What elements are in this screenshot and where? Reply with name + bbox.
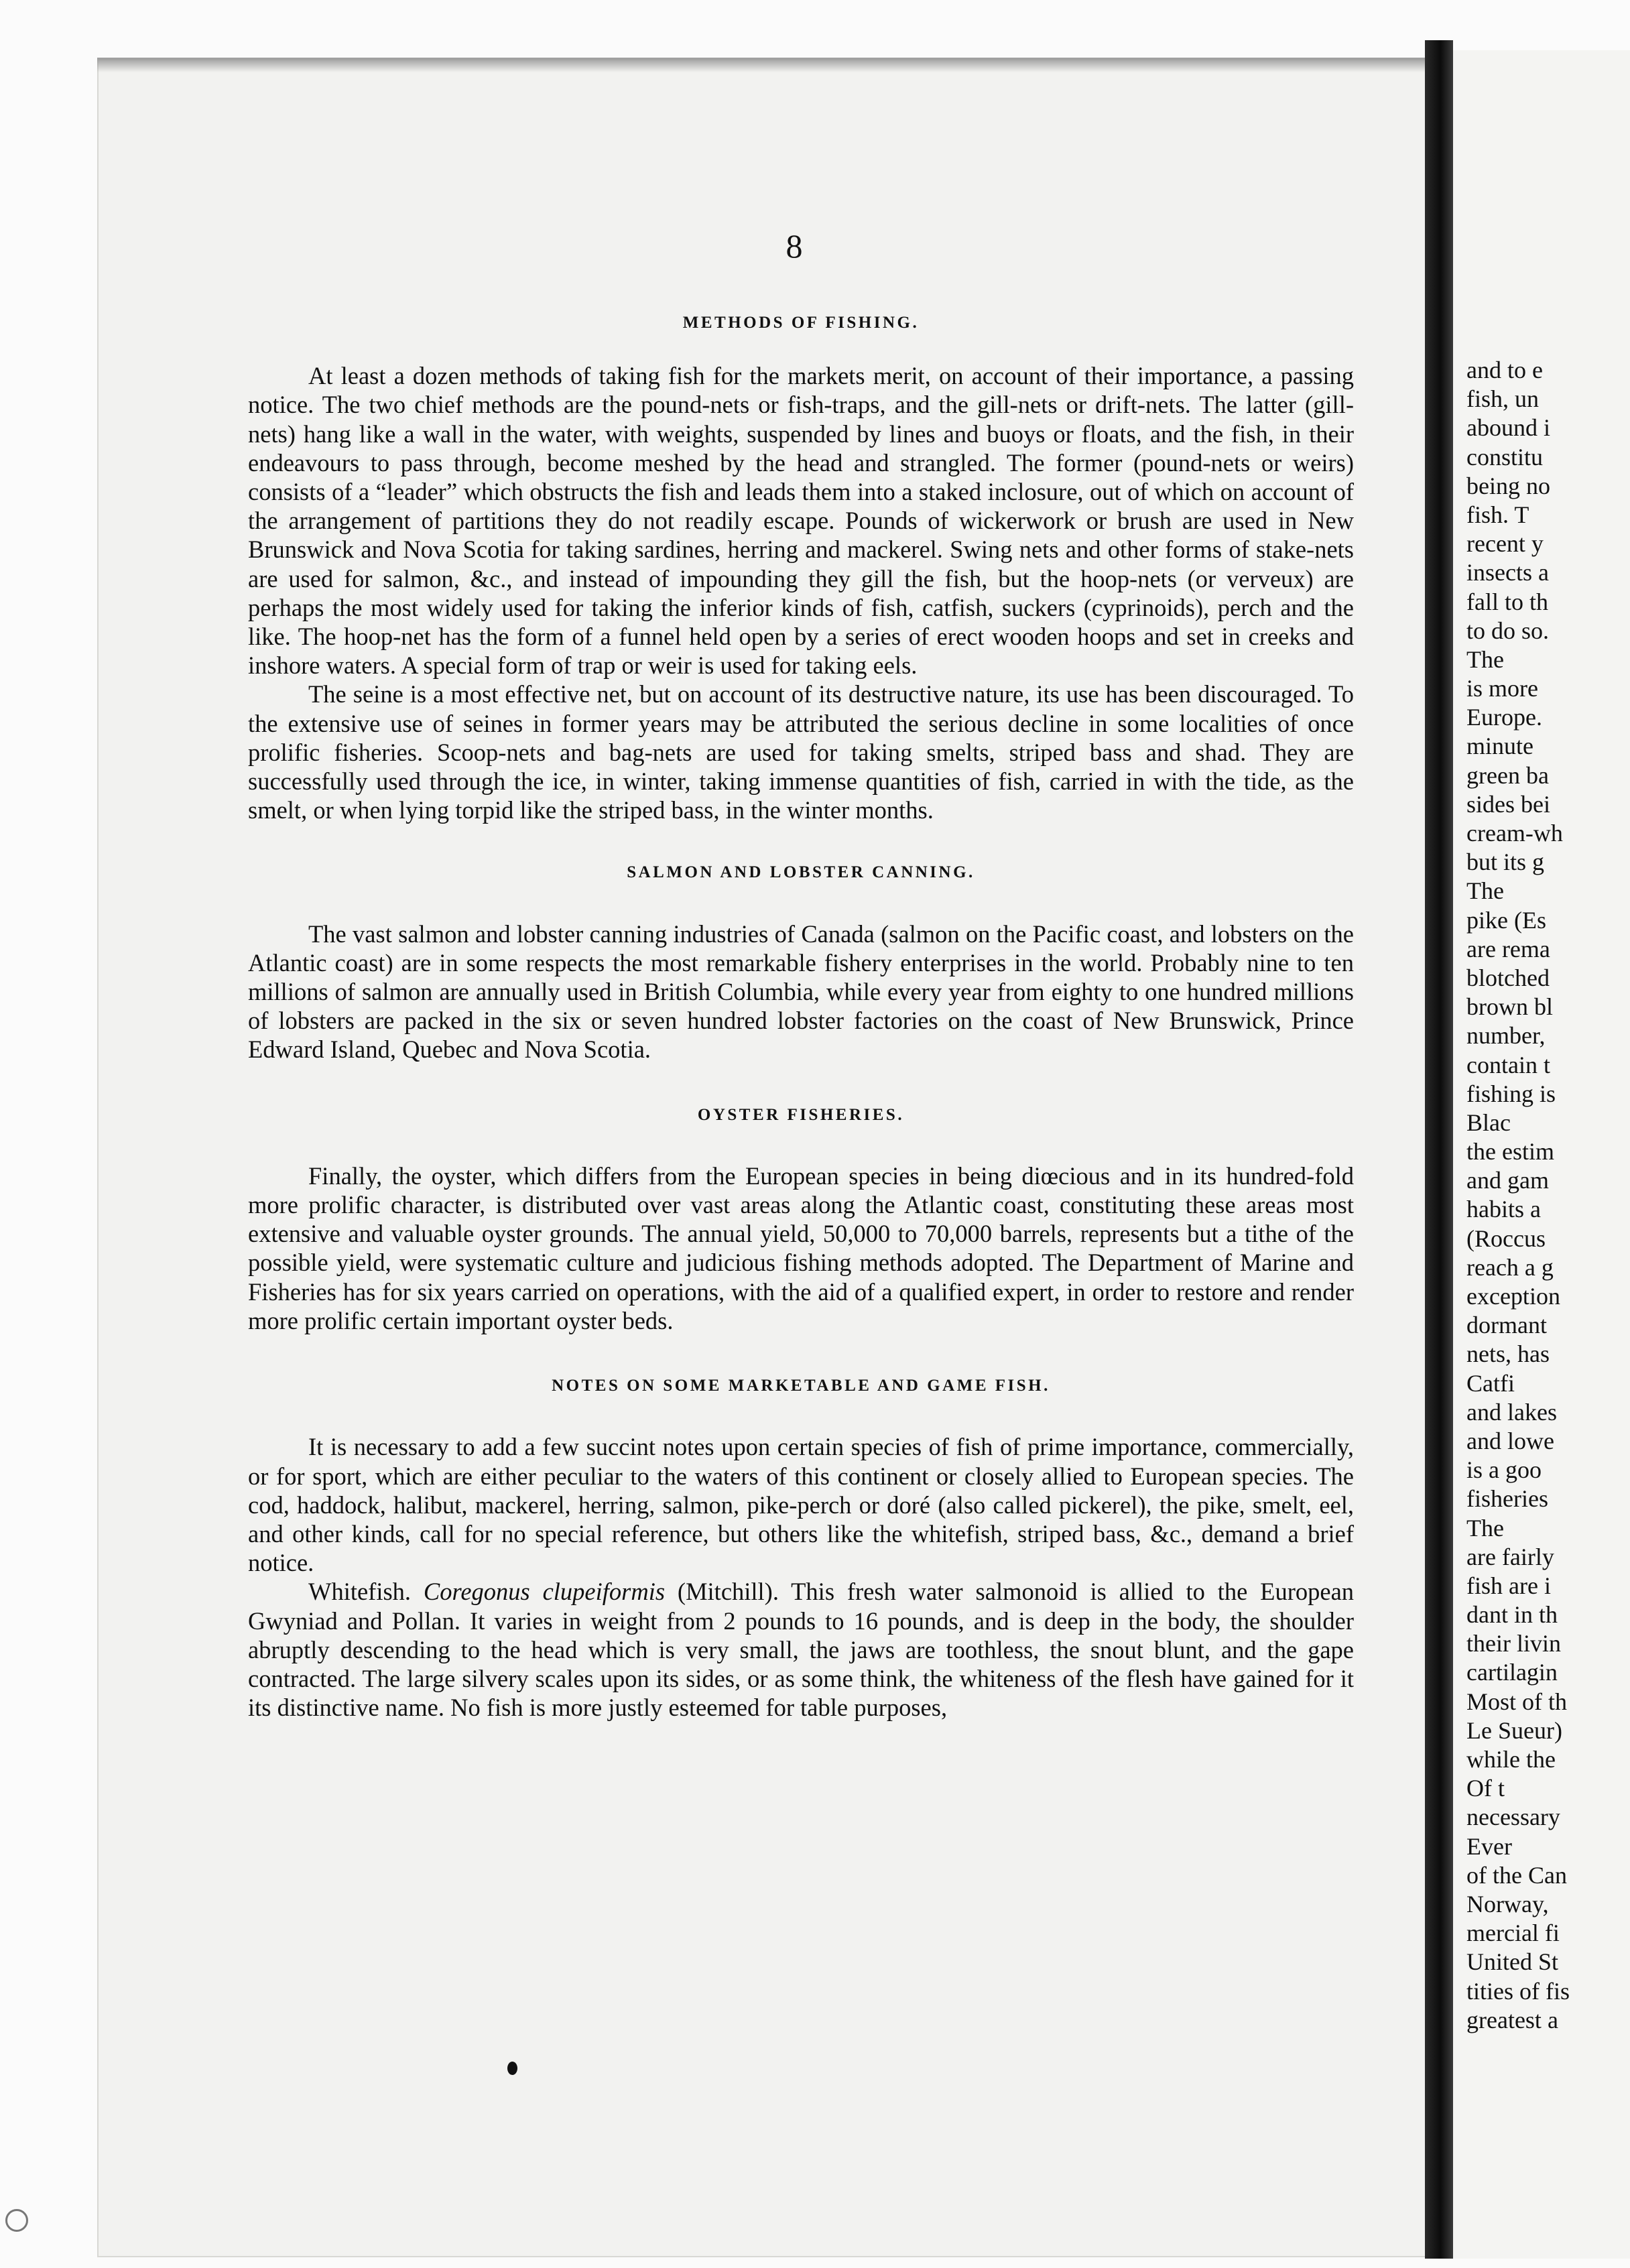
fragment-line: minute	[1466, 733, 1533, 760]
fragment-line: dant in th	[1466, 1601, 1558, 1629]
fragment-line: sides bei	[1466, 790, 1550, 818]
fragment-line: fisheries	[1466, 1485, 1548, 1513]
page-text	[248, 308, 1354, 1722]
fragment-line: reach a g	[1466, 1253, 1554, 1281]
fragment-line: dormant	[1466, 1312, 1547, 1339]
fragment-line: of the Can	[1466, 1861, 1567, 1889]
section-methods-of-fishing	[248, 308, 1354, 824]
fragment-line: fish. T	[1466, 501, 1529, 528]
right-page-fragments	[1466, 356, 1630, 2035]
fragment-line: cream-wh	[1466, 820, 1563, 846]
fragment-line: are fairly	[1466, 1543, 1554, 1570]
fragment-line: Blac	[1466, 1109, 1511, 1136]
fragment-line: The	[1466, 877, 1504, 905]
fragment-line: is more	[1466, 675, 1538, 702]
fragment-line: brown bl	[1466, 993, 1553, 1021]
paragraph: Finally, the oyster, which differs from the European species in being diœcious and in its hundred-fold more prolific character, is distributed over vast areas along the Atlantic coast, constituting these areas most extensive and valuable oyster grounds. The annual yield, 50,000 to 70,000 barrels, represents but a tithe of the possible yield, were systematic culture and judicious fishing methods adopted. The Department of Marine and Fisheries has for six years carried on operations, with the aid of a qualified expert, in order to restore and render more prolific certain important oyster beds.	[248, 1161, 1354, 1334]
fragment-line: fishing is	[1466, 1080, 1556, 1107]
fragment-line: pike (Es	[1466, 906, 1546, 934]
paragraph: The seine is a most effective net, but on account of its destructive nature, its use has been discouraged. To the extensive use of seines in former years may be attributed the serious decline in some localities of once prolific fisheries. Scoop-nets and bag-nets are used for taking smelts, striped bass and shad. They are successfully used through the ice, in winter, taking immense quantities of fish, carried in with the tide, as the smelt, or when lying torpid like the striped bass, in the winter months.	[248, 680, 1354, 824]
section-heading: NOTES ON SOME MARKETABLE AND GAME FISH.	[552, 1377, 1050, 1395]
fragment-line: blotched	[1466, 964, 1550, 991]
section-heading: SALMON AND LOBSTER CANNING.	[627, 863, 975, 882]
paragraph: At least a dozen methods of taking fish for the markets merit, on account of their importance, a passing notice. The two chief methods are the pound-nets or fish-traps, and the gill-nets or drift-nets. The latter (gill-nets) hang like a wall in the water, with weights, suspended by lines and buoys or floats, and the fish, in their endeavours to pass through, become meshed by the head and strangled. The former (pound-nets or weirs) consists of a “leader” which obstructs the fish and leads them into a staked inclosure, out of which on account of the arrangement of partitions they do not readily escape. Pounds of wickerwork or brush are used in New Brunswick and Nova Scotia for taking sardines, herring and mackerel. Swing nets and other forms of stake-nets are used for salmon, &c., and instead of impounding they gill the fish, but the hoop-nets (or verveux) are perhaps the most widely used for taking the inferior kinds of fish, catfish, suckers (cyprinoids), perch and the like. The hoop-net has the form of a funnel held open by a series of erect wooden hoops and set in creeks and inshore waters. A special form of trap or weir is used for taking eels.	[248, 362, 1354, 680]
fragment-line: being no	[1466, 472, 1550, 499]
fragment-line: habits a	[1466, 1196, 1541, 1223]
fragment-line: tities of fis	[1466, 1977, 1570, 2005]
fragment-line: the estim	[1466, 1138, 1554, 1166]
fragment-line: exception	[1466, 1283, 1560, 1310]
book-gutter	[1425, 40, 1453, 2259]
fragment-line: fish are i	[1466, 1572, 1551, 1599]
fragment-line: are rema	[1466, 935, 1550, 962]
fragment-line: mercial fi	[1466, 1919, 1560, 1947]
fragment-line: Most of th	[1466, 1688, 1568, 1715]
fragment-line: greatest a	[1466, 2006, 1558, 2033]
right-page	[1453, 50, 1630, 2259]
fragment-line: United St	[1466, 1948, 1559, 1976]
fragment-line: to do so.	[1466, 617, 1550, 644]
fragment-line: while the	[1466, 1746, 1556, 1773]
fragment-line: abound i	[1466, 414, 1550, 442]
fragment-line: fall to th	[1466, 588, 1548, 615]
species-latin-name: Coregonus clupeiformis	[423, 1578, 666, 1606]
species-description: (Mitchill). This fresh water salmonoid is allied to the European Gwyniad and Pollan. It varies in weight from 2 pounds to 16 pounds, and is deep in the body, the shoulder abruptly descending to the head which is very small, the jaws are toothless, the snout blunt, and the gape contracted. The large silvery scales upon its sides, or as some think, the whiteness of the flesh have gained for it its distinctive name. No fish is more justly esteemed for table purposes,	[248, 1578, 1355, 1722]
fragment-line: number,	[1466, 1022, 1546, 1050]
scanner-mark	[5, 2209, 28, 2232]
fragment-line: green ba	[1466, 761, 1549, 789]
fragment-line: The	[1466, 645, 1504, 673]
page-number: 8	[786, 227, 803, 265]
section-notes-on-marketable-fish	[248, 1371, 1354, 1722]
fragment-line: Catfi	[1466, 1369, 1515, 1397]
fragment-line: Norway,	[1466, 1890, 1549, 1917]
fragment-line: is a goo	[1466, 1456, 1542, 1484]
section-oyster-fisheries	[248, 1100, 1354, 1335]
fragment-line: necessary	[1466, 1804, 1560, 1831]
section-salmon-and-lobster-canning	[248, 858, 1354, 1064]
paragraph-whitefish	[248, 1577, 1354, 1722]
fragment-line: insects a	[1466, 559, 1549, 586]
fragment-line: and to e	[1466, 357, 1543, 383]
fragment-line: and gam	[1466, 1167, 1549, 1194]
paragraph: It is necessary to add a few succint notes upon certain species of fish of prime importance, commercially, or for sport, which are either peculiar to the waters of this continent or closely allied to European species. The cod, haddock, halibut, mackerel, herring, salmon, pike-perch or doré (also called pickerel), the pike, smelt, eel, and other kinds, call for no special reference, but others like the whitefish, striped bass, &c., demand a brief notice.	[248, 1433, 1354, 1577]
fragment-line: (Roccus	[1466, 1224, 1546, 1252]
page-edge-shadow	[97, 58, 1428, 72]
fragment-line: fish, un	[1466, 385, 1539, 413]
fragment-line: The	[1466, 1514, 1504, 1541]
fragment-line: and lowe	[1466, 1427, 1554, 1454]
section-heading: OYSTER FISHERIES.	[697, 1105, 905, 1124]
fragment-line: Of t	[1466, 1775, 1505, 1802]
section-heading: METHODS OF FISHING.	[682, 314, 920, 332]
species-common-name: Whitefish.	[308, 1578, 412, 1606]
fragment-line: contain t	[1466, 1051, 1550, 1078]
fragment-line: their livin	[1466, 1630, 1561, 1657]
fragment-line: constitu	[1466, 443, 1543, 470]
fragment-line: cartilagin	[1466, 1659, 1558, 1686]
fragment-line: recent y	[1466, 530, 1544, 558]
fragment-line: Ever	[1466, 1832, 1512, 1860]
fragment-line: but its g	[1466, 848, 1545, 876]
fragment-line: and lakes	[1466, 1398, 1557, 1426]
fragment-line: nets, has	[1466, 1340, 1550, 1368]
fragment-line: Europe.	[1466, 704, 1542, 731]
fragment-line: Le Sueur)	[1466, 1716, 1562, 1744]
paragraph: The vast salmon and lobster canning industries of Canada (salmon on the Pacific coast, and lobsters on the Atlantic coast) are in some respects the most remarkable fishery enterprises in the world. Probably nine to ten millions of salmon are annually used in British Columbia, while every year from eighty to one hundred millions of lobsters are packed in the six or seven hundred lobster factories on the coast of New Brunswick, Prince Edward Island, Quebec and Nova Scotia.	[248, 920, 1354, 1064]
ink-dot	[507, 2062, 517, 2075]
